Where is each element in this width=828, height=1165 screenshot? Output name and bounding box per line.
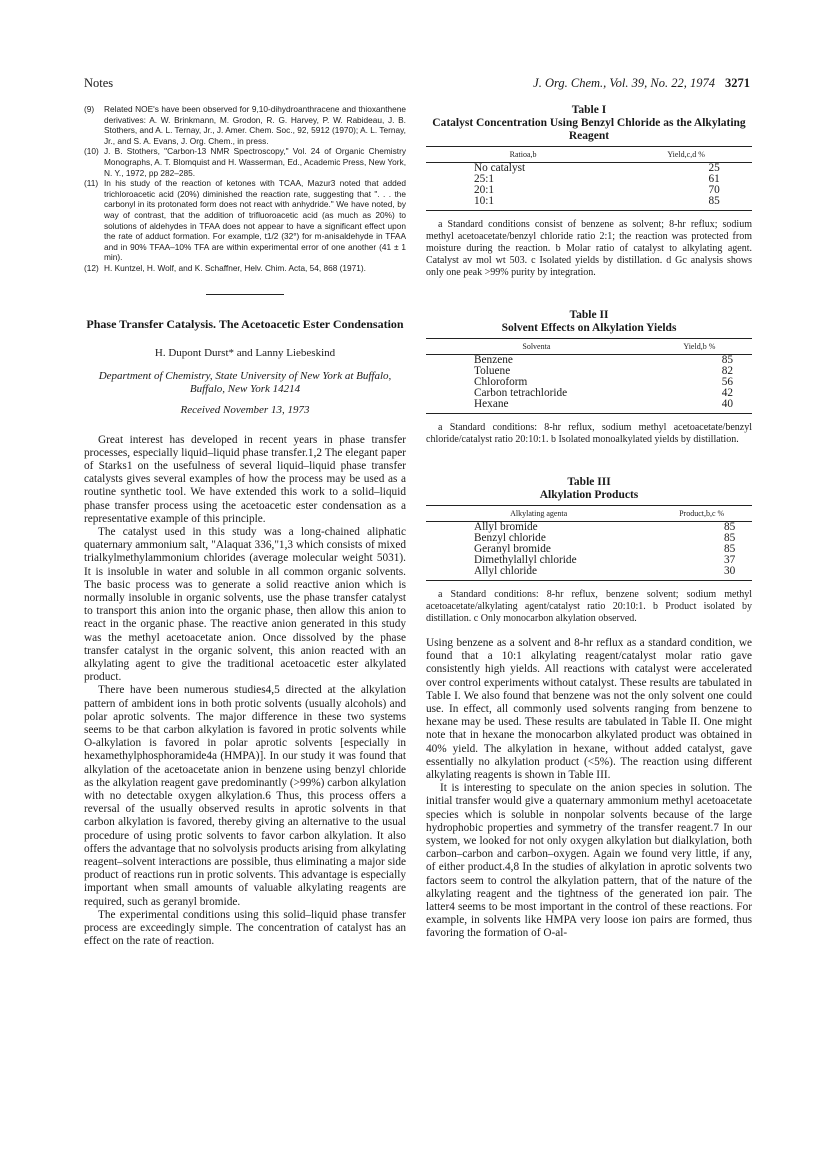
table-title: Solvent Effects on Alkylation Yields — [501, 322, 677, 334]
table-title: Catalyst Concentration Using Benzyl Chloride as the Alkylating Reagent — [432, 117, 746, 142]
table-cell: 82 — [721, 365, 734, 377]
page-number: 3271 — [725, 76, 750, 90]
body-paragraph: It is interesting to speculate on the anion species in solution. The initial transfer would give a quaternary ammonium methyl acetoacetate species which is soluble in nonpolar solvents because of the large hydrophobic properties and symmetry of the transfer reagent.7 In our system, we looked for not only oxygen alkylation but dialkylation, both carbon–carbon and carbon–oxygen. Again we found very little, if any, of either product.4,8 In the studies of alkylation in aprotic solvents two factors seem to control the alkylation pattern, that of the nature of the alkylating reagent and the tightness of the generated ion pair. The latter4 seems to be most important in the control of these reactions. For example, in solvents like HMPA very loose ion pairs are formed, thus favoring the formation of O-al- — [426, 782, 752, 940]
table-cell: 30 — [651, 566, 752, 581]
table-cell: 42 — [721, 387, 734, 399]
table-cell: Allyl chloride — [426, 566, 651, 581]
column-header: Yield,c,d % — [620, 147, 752, 163]
table-cell: 10:1 — [426, 196, 620, 211]
column-header: Yield,b % — [647, 339, 752, 355]
table-cell: 85 — [620, 196, 752, 211]
note-item — [84, 178, 406, 263]
note-number: (11) — [84, 178, 99, 189]
column-header: Product,b,c % — [651, 506, 752, 522]
received-date: Received November 13, 1973 — [180, 403, 310, 416]
table-cell: Chloroform — [474, 376, 528, 388]
article-authors: H. Dupont Durst* and Lanny Liebeskind — [154, 346, 336, 359]
article-body-left — [84, 434, 406, 949]
note-item — [84, 263, 406, 274]
right-column — [426, 104, 752, 941]
column-header: Alkylating agenta — [426, 506, 651, 522]
table-cell: 85 — [724, 543, 736, 555]
note-number: (10) — [84, 146, 99, 157]
body-paragraph: Using benzene as a solvent and 8-hr reflux as a standard condition, we found that a 10:1 alkylating reagent/catalyst molar ratio gave consistently high yields. All reactions with catalyst were accelerated over control experiments without catalyst. These results are tabulated in Table I. We also found that benzene was not the only solvent one could use. In effect, all commonly used solvents ranging from benzene to hexane may be used. These results are tabulated in Table II. One might note that in hexane the monocarbon alkylated product was obtained in 40% yield. The alkylation in hexane, without added catalyst, gave essentially no alkylation product (<5%). The reaction using different alkylating reagents is shown in Table III. — [426, 637, 752, 782]
table-2 — [426, 309, 752, 446]
table-cell: Carbon tetrachloride — [474, 387, 568, 399]
table-label: Table II — [569, 309, 609, 321]
table-cell: 85 — [721, 354, 734, 366]
article-title: Phase Transfer Catalysis. The Acetoacetic Ester Condensation — [86, 316, 404, 331]
column-header: Solventa — [426, 339, 647, 355]
body-paragraph: There have been numerous studies4,5 directed at the alkylation pattern of ambident ions in both protic solvents (usually alcohols) and polar aprotic solvents. The major difference in these two systems seems to be that carbon alkylation is favored in protic solvents while O-alkylation is favored in polar aprotic solvents [especially in hexamethylphosphoramide4a (HMPA)]. In our study it was found that alkylation of the acetoacetate anion in benzene using benzyl chloride as the alkylation reagent gave predominantly (>99%) carbon alkylation with no detectable oxygen alkylation.6 Thus, this process offers a reversal of the usually observed results in aprotic solvents in that carbon alkylation is favored, thereby giving an alternative to the usual procedure of using protic solvents to favor carbon alkylation. It also offers the advantage that no solvolysis products arising from alkylating reagent–solvent interactions are possible, thus eliminating a major side product of reactions run in protic solvents. This advantage is especially important when small amounts of valuable alkylating reagents are required, such as geranyl bromide. — [84, 684, 406, 908]
table-3 — [426, 476, 752, 625]
journal-citation: J. Org. Chem., Vol. 39, No. 22, 1974 — [533, 76, 715, 90]
article-body-right — [426, 637, 752, 941]
table-cell: 20:1 — [474, 184, 495, 196]
table-cell: 61 — [708, 173, 720, 185]
left-column — [84, 104, 406, 948]
author-affiliation: Department of Chemistry, State University of New York at Buffalo, Buffalo, New York 14214 — [98, 369, 392, 395]
table-cell: Dimethylallyl chloride — [474, 554, 577, 566]
note-text: J. B. Stothers, "Carbon-13 NMR Spectroscopy," Vol. 24 of Organic Chemistry Monographs, A. T. Blomquist and H. Wasserman, Ed., Academic Press, New York, N. Y., 1972, pp 282–285. — [104, 146, 406, 178]
table-cell: 85 — [724, 532, 736, 544]
table-cell: Benzyl chloride — [474, 532, 546, 544]
table-cell: Benzene — [474, 354, 513, 366]
table-cell: Toluene — [474, 365, 511, 377]
table-cell: No catalyst — [474, 162, 526, 174]
table-title: Alkylation Products — [539, 489, 639, 501]
table-cell: 37 — [724, 554, 736, 566]
table-cell: 25 — [708, 162, 720, 174]
table-label: Table I — [571, 104, 607, 116]
table-cell: 25:1 — [474, 173, 495, 185]
table-row — [426, 196, 752, 211]
table-cell: 40 — [647, 399, 752, 414]
data-table — [426, 146, 752, 211]
note-number: (12) — [84, 262, 99, 273]
data-table — [426, 505, 752, 581]
table-label: Table III — [567, 476, 611, 488]
table-row — [426, 399, 752, 414]
note-number: (9) — [84, 104, 95, 114]
table-1 — [426, 104, 752, 279]
running-head-section: Notes — [84, 76, 114, 90]
table-cell: 85 — [724, 521, 736, 533]
table-cell: Geranyl bromide — [474, 543, 551, 555]
table-footnote: a Standard conditions consist of benzene as solvent; 8-hr reflux; sodium methyl acetoacetate/benzyl chloride ratio 2:1; the reaction was protected from moisture during the reaction. b Molar ratio of catalyst to alkylating agent. Catalyst av mol wt 503. c Isolated yields by distillation. d Gc analysis shows only one peak >99% purity by integration. — [426, 219, 752, 278]
table-cell: Allyl bromide — [474, 521, 538, 533]
table-row — [426, 566, 752, 581]
body-paragraph: The experimental conditions using this solid–liquid phase transfer process are exceedingly simple. The concentration of catalyst has an effect on the rate of reaction. — [84, 908, 406, 948]
section-divider — [206, 294, 284, 295]
table-footnote: a Standard conditions: 8-hr reflux, sodium methyl acetoacetate/benzyl chloride/catalyst ratio 20:10:1. b Isolated monoalkylated yields by distillation. — [426, 422, 752, 445]
reference-notes — [84, 104, 406, 274]
note-item — [84, 104, 406, 146]
table-cell: Hexane — [426, 399, 647, 414]
column-header: Ratioa,b — [426, 147, 620, 163]
note-text: In his study of the reaction of ketones with TCAA, Mazur3 noted that added trichloroacetic acid (20%) diminished the reaction rate, suggesting that ". . . the carbonyl in its protonated form does not react with anhydride." We have noted, by way of contrast, that the addition of trifluoroacetic acid (as much as 20%) to solutions of aldehydes in TFAA does not appear to have a significant effect upon the rate of adduct formation. For example, t1/2 (32°) for m-anisaldehyde in TFAA and in 90% TFAA–10% TFA are within experimental error of one another (41 ± 1 min). — [104, 178, 406, 263]
body-paragraph: Great interest has developed in recent years in phase transfer processes, especially liquid–liquid phase transfer.1,2 The elegant paper of Starks1 on the usefulness of several liquid–liquid phase transfer catalysts gives several examples of how the process may be used as a routine synthetic tool. We have extended this work to a solid–liquid phase transfer process using the acetoacetic ester condensation as a representative example of this principle. — [84, 433, 406, 525]
note-text: H. Kuntzel, H. Wolf, and K. Schaffner, Helv. Chim. Acta, 54, 868 (1971). — [104, 262, 366, 273]
running-head-journal — [533, 76, 750, 91]
note-item — [84, 146, 406, 178]
table-cell: 56 — [721, 376, 734, 388]
note-text: Related NOE's have been observed for 9,10-dihydroanthracene and thioxanthene derivatives: A. W. Brinkmann, M. Grodon, R. G. Harvey, P. W. Rabideau, J. B. Stothers, and A. L. Ternay, Jr., J. Amer. Chem. Soc., 92, 5912 (1970); A. L. Ternay, Jr., and S. A. Evans, J. Org. Chem., in press. — [104, 104, 406, 146]
table-footnote: a Standard conditions: 8-hr reflux, benzene solvent; sodium methyl acetoacetate/alkylating agent/catalyst ratio 20:10:1. b Product isolated by distillation. c Only monocarbon alkylation observed. — [426, 589, 752, 624]
table-cell: 70 — [708, 184, 720, 196]
body-paragraph: The catalyst used in this study was a long-chained aliphatic quaternary ammonium salt, "Alaquat 336,"1,3 which consists of mixed trialkylmethylammonium chlorides (average molecular weight 5031). It is insoluble in water and soluble in all common organic solvents. The basic process was to generate a solid reactive anion which is normally insoluble in organic solvents, use the phase transfer catalyst to transport this anion into the organic phase, then allow this anion to react in the organic phase. The reactive anion generated in this study was the methyl acetoacetate anion. Once dissolved by the phase transfer catalyst in the organic solvent, this anion reacted with an alkylating agent to give the traditional acetoacetic ester alkylated product. — [84, 525, 406, 684]
data-table — [426, 338, 752, 414]
